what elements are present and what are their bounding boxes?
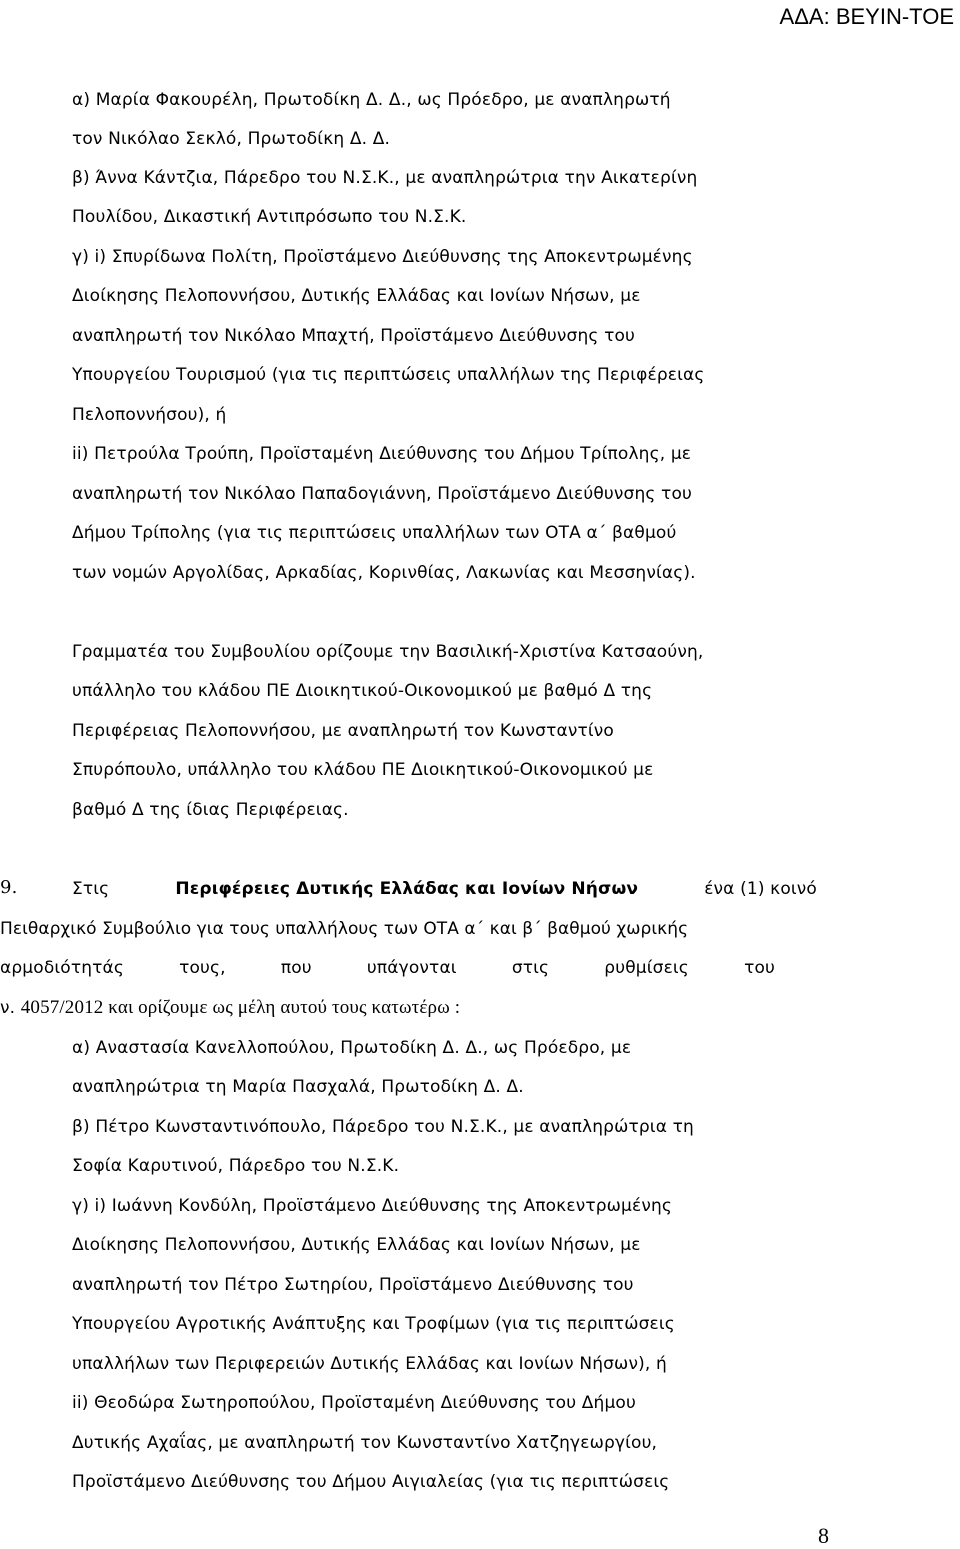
text-line: αναπληρωτή τον Πέτρο Σωτηρίου, Προϊστάμενο Διεύθυνσης του [72,1275,634,1295]
text-line: Σπυρόπουλο, υπάλληλο του κλάδου ΠΕ Διοικητικού-Οικονομικού με [72,760,654,780]
section-9-heading-line [72,878,817,900]
text-line: Υπουργείου Αγροτικής Ανάπτυξης και Τροφίμων (για τις περιπτώσεις [72,1314,675,1334]
text-line: υπάλληλο του κλάδου ΠΕ Διοικητικού-Οικονομικού με βαθμό Δ της [72,681,653,701]
word: ρυθμίσεις [604,958,689,978]
word: στις [511,958,550,978]
text-segment: ν. [0,998,21,1018]
text-line: Γραμματέα του Συμβουλίου ορίζουμε την Βασιλική-Χριστίνα Κατσαούνη, [72,642,704,662]
text-line: Πελοποννήσου), ή [72,405,227,425]
word: υπάγονται [366,958,457,978]
word: που [280,958,312,978]
text-line: Πουλίδου, Δικαστική Αντιπρόσωπο του Ν.Σ.Κ. [72,207,467,227]
text-line: Περιφέρειας Πελοποννήσου, με αναπληρωτή τον Κωνσταντίνο [72,721,614,741]
page-number: 8 [818,1523,829,1548]
word: του [744,958,775,978]
text-line: ii) Θεοδώρα Σωτηροπούλου, Προϊσταμένη Διεύθυνσης του Δήμου [72,1393,636,1413]
text-line: α) Μαρία Φακουρέλη, Πρωτοδίκη Δ. Δ., ως Πρόεδρο, με αναπληρωτή [72,90,671,110]
text-line: αναπληρωτή τον Νικόλαο Παπαδογιάννη, Προϊστάμενο Διεύθυνσης του [72,484,692,504]
text-line: αναπληρωτή τον Νικόλαο Μπαχτή, Προϊστάμενο Διεύθυνσης του [72,326,636,346]
regions-bold-text: Περιφέρειες Δυτικής Ελλάδας και Ιονίων Νήσων [175,879,639,899]
text-segment: Στις [72,879,110,899]
text-line: γ) i) Ιωάννη Κονδύλη, Προϊστάμενο Διεύθυνσης της Αποκεντρωμένης [72,1196,673,1216]
text-line: β) Πέτρο Κωνσταντινόπουλο, Πάρεδρο του Ν.Σ.Κ., με αναπληρώτρια τη [72,1117,694,1137]
text-segment: 4057/2012 και ορίζουμε ως μέλη αυτού τους κατωτέρω : [20,997,461,1018]
text-line: α) Αναστασία Κανελλοπούλου, Πρωτοδίκη Δ. Δ., ως Πρόεδρο, με [72,1038,632,1058]
text-line: τον Νικόλαο Σεκλό, Πρωτοδίκη Δ. Δ. [72,129,391,149]
word: τους, [179,958,226,978]
text-line: ii) Πετρούλα Τρούπη, Προϊσταμένη Διεύθυνσης του Δήμου Τρίπολης, με [72,444,692,464]
text-line [0,997,460,1019]
section-number: 9. [0,877,18,898]
word: αρμοδιότητάς [0,958,124,978]
text-line: βαθμό Δ της ίδιας Περιφέρειας. [72,800,349,820]
text-line: β) Άννα Κάντζια, Πάρεδρο του Ν.Σ.Κ., με αναπληρώτρια την Αικατερίνη [72,168,698,188]
text-line: υπαλλήλων των Περιφερειών Δυτικής Ελλάδας και Ιονίων Νήσων), ή [72,1354,667,1374]
text-line: Σοφία Καρυτινού, Πάρεδρο του Ν.Σ.Κ. [72,1156,400,1176]
text-line: Διοίκησης Πελοποννήσου, Δυτικής Ελλάδας και Ιονίων Νήσων, με [72,1235,641,1255]
text-line: Πειθαρχικό Συμβούλιο για τους υπαλλήλους των ΟΤΑ α΄ και β΄ βαθμού χωρικής [0,919,689,939]
text-line: Υπουργείου Τουρισμού (για τις περιπτώσεις υπαλλήλων της Περιφέρειας [72,365,705,385]
ada-header: ΑΔΑ: ΒΕΥΙΝ-ΤΟΕ [779,4,954,29]
text-line: γ) i) Σπυρίδωνα Πολίτη, Προϊστάμενο Διεύθυνσης της Αποκεντρωμένης [72,247,693,267]
text-line: Προϊστάμενο Διεύθυνσης του Δήμου Αιγιαλείας (για τις περιπτώσεις [72,1472,670,1492]
text-line: Διοίκησης Πελοποννήσου, Δυτικής Ελλάδας και Ιονίων Νήσων, με [72,286,641,306]
text-line: Δυτικής Αχαΐας, με αναπληρωτή τον Κωνσταντίνο Χατζηγεωργίου, [72,1433,658,1453]
text-line: αναπληρώτρια τη Μαρία Πασχαλά, Πρωτοδίκη Δ. Δ. [72,1077,524,1097]
text-segment: ένα (1) κοινό [704,879,817,899]
text-line: Δήμου Τρίπολης (για τις περιπτώσεις υπαλλήλων των ΟΤΑ α΄ βαθμού [72,523,677,543]
text-line: των νομών Αργολίδας, Αρκαδίας, Κορινθίας, Λακωνίας και Μεσσηνίας). [72,563,696,583]
text-line [0,957,775,979]
